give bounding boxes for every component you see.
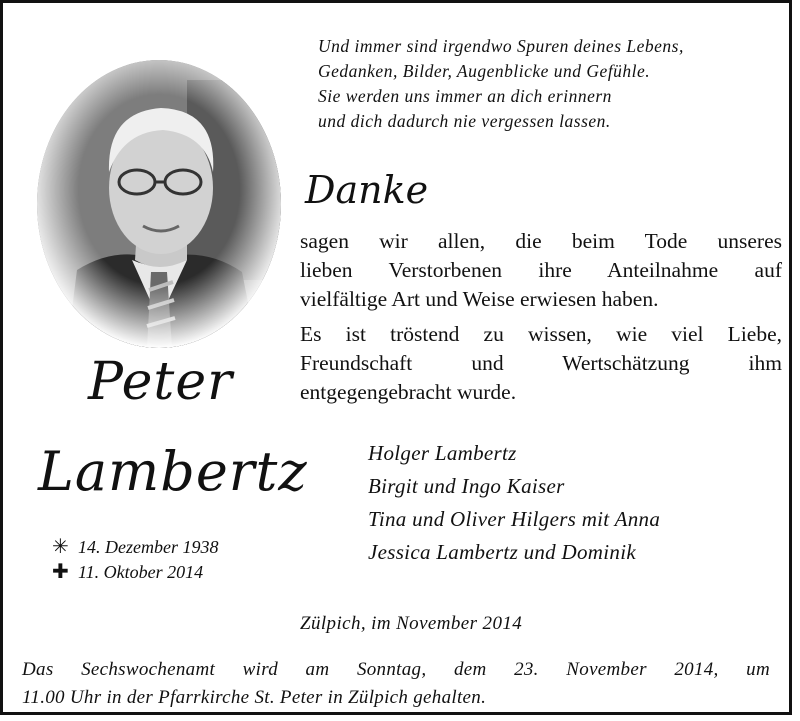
thanks-text bbox=[300, 227, 782, 413]
poem-line: Sie werden uns immer an dich erinnern bbox=[318, 86, 612, 106]
text-line: Es ist tröstend zu wissen, wie viel Liebe, bbox=[300, 322, 782, 346]
death-date: 11. Oktober 2014 bbox=[78, 562, 204, 582]
portrait-photo bbox=[37, 60, 281, 348]
thanks-paragraph-2 bbox=[300, 320, 782, 407]
mourner-name: Holger Lambertz bbox=[368, 441, 517, 465]
mourner-name: Tina und Oliver Hilgers mit Anna bbox=[368, 507, 661, 531]
text-line: vielfältige Art und Weise erwiesen haben. bbox=[300, 287, 659, 311]
text-line: lieben Verstorbenen ihre Anteilnahme auf bbox=[300, 258, 782, 282]
mourner-name: Jessica Lambertz und Dominik bbox=[368, 540, 636, 564]
death-date-row bbox=[52, 560, 218, 585]
poem-line: und dich dadurch nie vergessen lassen. bbox=[318, 111, 611, 131]
deceased-last-name: Lambertz bbox=[38, 440, 308, 503]
text-line: 11.00 Uhr in der Pfarrkirche St. Peter in Zülpich gehalten. bbox=[22, 687, 487, 708]
birth-star-icon: ✳ bbox=[52, 536, 69, 558]
text-line: sagen wir allen, die beim Tode unseres bbox=[300, 229, 782, 253]
text-line: entgegengebracht wurde. bbox=[300, 380, 517, 404]
thanks-paragraph-1 bbox=[300, 227, 782, 314]
mourner-list bbox=[368, 437, 660, 569]
thanks-heading: Danke bbox=[305, 168, 429, 212]
birth-date-row bbox=[52, 535, 218, 560]
memorial-poem bbox=[318, 34, 684, 134]
birth-date: 14. Dezember 1938 bbox=[78, 537, 219, 557]
portrait-illustration bbox=[37, 60, 281, 348]
poem-line: Und immer sind irgendwo Spuren deines Lebens, bbox=[318, 36, 684, 56]
service-notice bbox=[22, 656, 770, 712]
place-and-date: Zülpich, im November 2014 bbox=[300, 613, 523, 634]
mourner-name: Birgit und Ingo Kaiser bbox=[368, 474, 565, 498]
poem-line: Gedanken, Bilder, Augenblicke und Gefühle. bbox=[318, 61, 651, 81]
death-cross-icon: ✚ bbox=[52, 561, 69, 583]
life-dates bbox=[52, 535, 218, 585]
text-line: Das Sechswochenamt wird am Sonntag, dem 23. November 2014, um bbox=[22, 659, 770, 680]
text-line: Freundschaft und Wertschätzung ihm bbox=[300, 351, 782, 375]
deceased-first-name: Peter bbox=[88, 352, 233, 412]
